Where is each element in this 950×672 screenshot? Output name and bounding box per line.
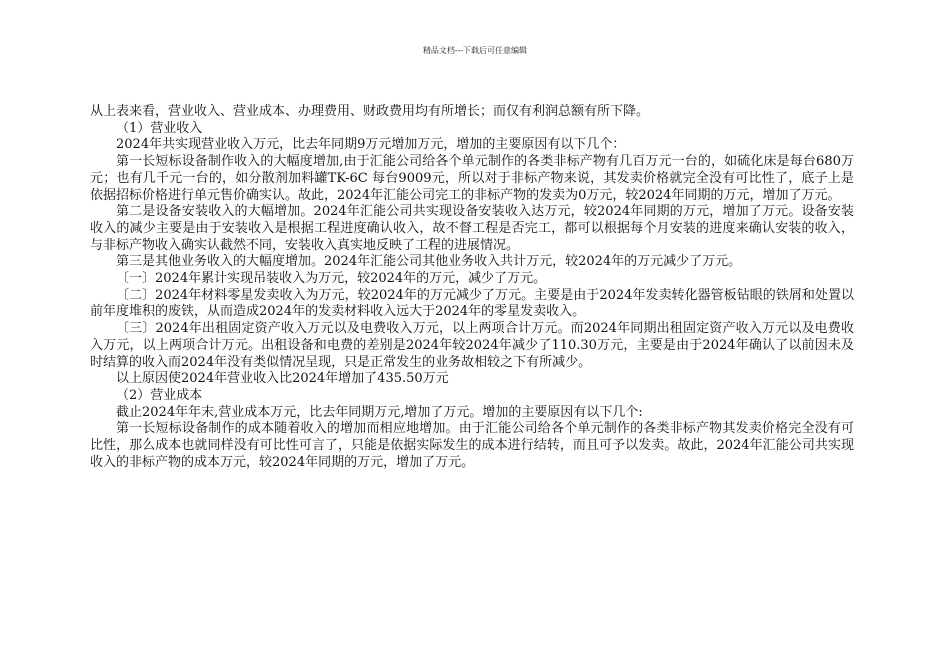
page-header: 精品文档---下载后可任意编辑 bbox=[422, 46, 528, 55]
section-heading-revenue: （1）营业收入 bbox=[116, 120, 203, 136]
document-body bbox=[90, 104, 854, 471]
intro-paragraph: 从上表来看，营业收入、营业成本、办理费用、财政费用均有所增长；而仅有利润总额有所下降。 bbox=[90, 104, 650, 119]
section-heading-cost: （2）营业成本 bbox=[116, 387, 203, 403]
paragraph: 〔三〕2024年出租固定资产收入万元以及电费收入万元，以上两项合计万元。而2024年同期出租固定资产收入万元以及电费收入万元，以上两项合计万元。出租设备和电费的差别是2024年较2024年减少了110.30万元，主要是由于2024年确认了以前因未及时结算的收入而2024年没有类似情况呈现，只是正常发生的业务故相较之下有所减少。 bbox=[90, 321, 854, 370]
paragraph: 〔一〕2024年累计实现吊装收入为万元，较2024年的万元，减少了万元。 bbox=[116, 271, 547, 287]
paragraph: 以上原因使2024年营业收入比2024年增加了435.50万元 bbox=[116, 371, 449, 387]
paragraph: 〔二〕2024年材料零星发卖收入为万元，较2024年的万元减少了万元。主要是由于2024年发卖转化器管板钻眼的铁屑和处置以前年度堆积的废铁，从而造成2024年的发卖材料收入远大于2024年的零星发卖收入。 bbox=[90, 287, 854, 320]
paragraph: 第二是设备安装收入的大幅增加。2024年汇能公司共实现设备安装收入达万元，较2024年同期的万元，增加了万元。设备安装收入的减少主要是由于安装收入是根据工程进度确认收入，故不督工程是否完工，都可以根据每个月安装的进度来确认安装的收入，与非标产物收入确实认截然不同，安装收入真实地反映了工程的进展情况。 bbox=[90, 204, 854, 253]
paragraph: 截止2024年年末,营业成本万元，比去年同期万元,增加了万元。增加的主要原因有以下几个: bbox=[116, 404, 643, 420]
paragraph: 第三是其他业务收入的大幅度增加。2024年汇能公司其他业务收入共计万元，较2024年的万元减少了万元。 bbox=[116, 254, 742, 270]
paragraph: 第一长短标设备制作收入的大幅度增加,由于汇能公司给各个单元制作的各类非标产物有几百万元一台的，如硫化床是每台680万元；也有几千元一台的，如分散剂加料罐TK-6C 每台9009元，所以对于非标产物来说，其发卖价格就完全没有可比性了，底子上是依据招标价格进行单元售价确实认。故此，2024年汇能公司完工的非标产物的发卖为0万元，较2024年同期的万元，增加了万元。 bbox=[90, 154, 854, 203]
paragraph: 第一长短标设备制作的成本随着收入的增加而相应地增加。由于汇能公司给各个单元制作的各类非标产物其发卖价格完全没有可比性，那么成本也就同样没有可比性可言了，只能是依据实际发生的成本进行结转，而且可予以发卖。故此，2024年汇能公司共实现收入的非标产物的成本万元，较2024年同期的万元，增加了万元。 bbox=[90, 421, 854, 470]
paragraph: 2024年共实现营业收入万元，比去年同期9万元增加万元，增加的主要原因有以下几个： bbox=[116, 137, 626, 153]
